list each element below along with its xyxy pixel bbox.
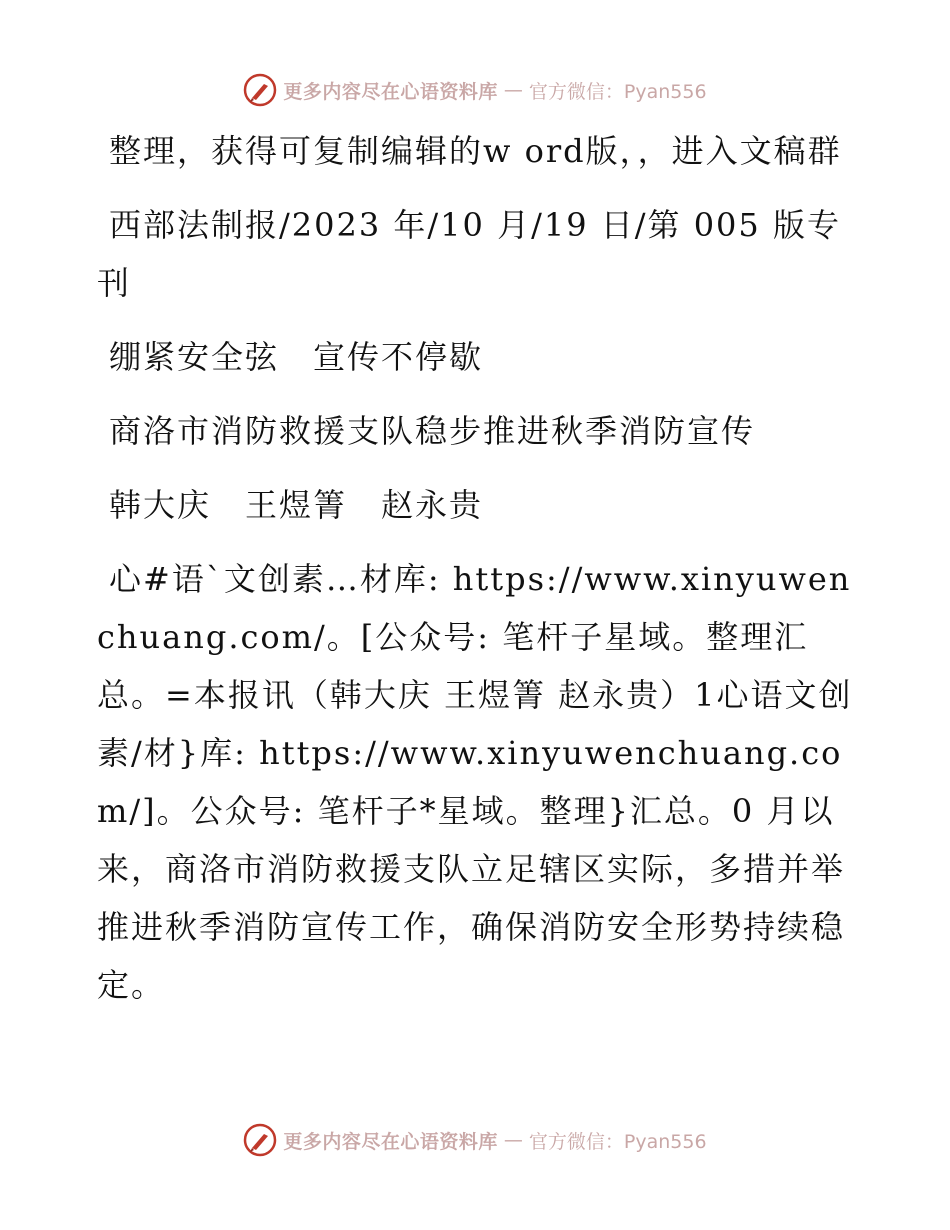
article-authors: 韩大庆 王煜箐 赵永贵 <box>109 486 484 524</box>
banner-contact: 官方微信：Pyan556 <box>528 80 707 103</box>
banner-title: 更多内容尽在心语资料库 <box>283 80 498 103</box>
header-banner <box>0 70 950 110</box>
document-body <box>97 122 862 1030</box>
banner-contact: 官方微信：Pyan556 <box>528 1130 707 1153</box>
intro-line: 整理，获得可复制编辑的w ord版，，进入文稿群 <box>109 132 842 170</box>
banner-dash: — <box>503 1129 523 1151</box>
banner-title: 更多内容尽在心语资料库 <box>283 1130 498 1153</box>
pen-logo-icon <box>243 73 277 107</box>
article-title: 绷紧安全弦 宣传不停歇 <box>109 338 484 376</box>
article-body: 心#语`文创素…材库: https://www.xinyuwenchuang.com/。[公众号: 笔杆子星域。整理汇总。=本报讯（韩大庆 王煜箐 赵永贵）1心语文创素/材}库: https://www.xinyuwenchuang.com/]。公众号: 笔杆子*星域。整理}汇总。0 月以来，商洛市消防救援支队立足辖区实际，多措并举推进秋季消防宣传工作，确保消防安全形势持续稳定。 <box>97 560 853 1004</box>
article-subtitle: 商洛市消防救援支队稳步推进秋季消防宣传 <box>109 412 756 450</box>
pen-logo-icon <box>243 1123 277 1157</box>
banner-dash: — <box>503 79 523 101</box>
source-line: 西部法制报/2023 年/10 月/19 日/第 005 版专刊 <box>97 206 841 302</box>
footer-banner <box>0 1120 950 1160</box>
